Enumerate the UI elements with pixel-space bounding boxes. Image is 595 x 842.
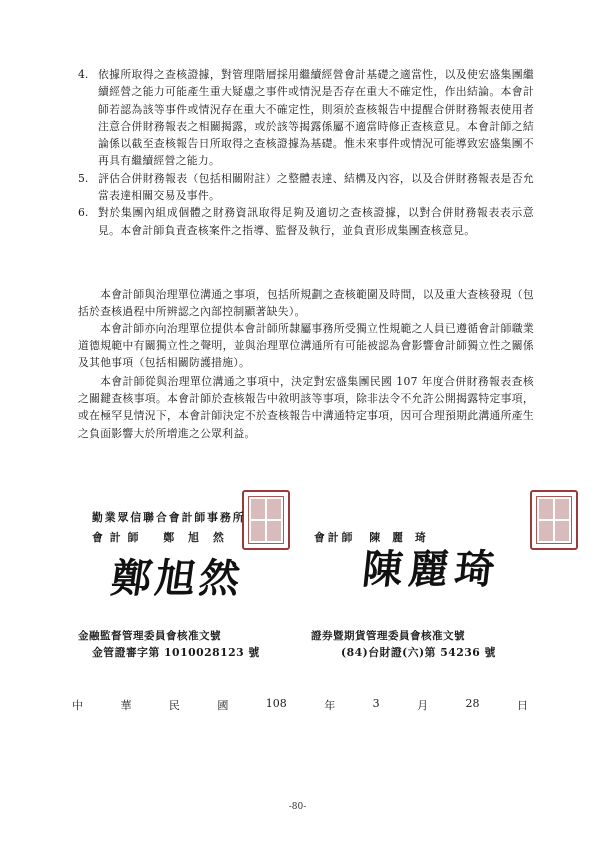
list-item	[78, 170, 534, 205]
list-number: 6.	[78, 206, 89, 220]
list-number: 4.	[78, 68, 89, 81]
report-date	[72, 697, 528, 713]
fsc-approval-title: 金融監督管理委員會核准文號	[78, 630, 221, 642]
cpa-1-line	[92, 530, 238, 545]
seal-stamp	[530, 490, 578, 550]
cpa-2-name: 陳麗琦	[369, 531, 438, 544]
list-number: 5.	[78, 171, 89, 185]
fsc-approval-number: 金管證審字第 1010028123 號	[92, 646, 260, 659]
date-part: 國	[217, 699, 229, 712]
date-part: 年	[324, 699, 336, 712]
list-text: 依據所取得之查核證據，對管理階層採用繼續經營會計基礎之適當性，以及使宏盛集團繼續經營之能力可能產生重大疑慮之事件或情況是否存在重大不確定性，作出結論。本會計師若認為該等事件或情況存在重大不確定性，則須於查核報告中提醒合併財務報表使用者注意合併財務報表之相關揭露，或於該等揭露係屬不適當時修正查核意見。本會計師之結論係以截至查核報告日所取得之查核證據為基礎。惟未來事件或情況可能導致宏盛集團不再具有繼續經營之能力。	[98, 68, 534, 168]
paragraph-independence-statement: 本會計師亦向治理單位提供本會計師所隸屬事務所受獨立性規範之人員已遵循會計師職業道德規範中有關獨立性之聲明，並與治理單位溝通所有可能被認為會影響會計師獨立性之關係及其他事項（包括相關防護措施）。	[78, 322, 534, 370]
list-item	[78, 204, 534, 239]
list-text: 對於集團內組成個體之財務資訊取得足夠及適切之查核證據，以對合併財務報表表示意見。本會計師負責查核案件之指導、監督及執行，並負責形成集團查核意見。	[98, 206, 534, 237]
cpa-2-role: 會計師	[314, 531, 356, 544]
paragraph-key-audit-matters: 本會計師從與治理單位溝通之事項中，決定對宏盛集團民國 107 年度合併財務報表查核之關鍵查核事項。本會計師於查核報告中敘明該等事項，除非法令不允許公開揭露特定事項，或在極罕見情況下，本會計師決定不於查核報告中溝通特定事項，因可合理預期此溝通所產生之負面影響大於所增進之公眾利益。	[78, 375, 534, 440]
firm-name: 勤業眾信聯合會計師事務所	[92, 511, 246, 524]
date-part: 108	[265, 697, 287, 710]
date-part: 日	[516, 699, 528, 712]
page-number: -80-	[288, 802, 307, 812]
date-part: 3	[372, 697, 380, 710]
sfc-approval-number: (84)台財證(六)第 54236 號	[341, 646, 496, 659]
list-item	[78, 66, 534, 170]
cpa-2-signature: 陳麗琦	[360, 546, 504, 593]
date-part: 28	[465, 697, 480, 710]
sfc-approval-title: 證券暨期貨管理委員會核准文號	[311, 630, 465, 642]
procedure-list	[78, 66, 534, 239]
date-part: 中	[72, 699, 83, 712]
seal-stamp	[242, 490, 290, 550]
date-part: 民	[168, 699, 180, 712]
cpa-1-signature: 鄭旭然	[108, 555, 247, 602]
date-part: 華	[120, 699, 132, 712]
cpa-1-name: 鄭旭然	[163, 531, 238, 544]
date-part: 月	[417, 699, 429, 712]
cpa-1-role: 會計師	[92, 531, 146, 544]
paragraph-governance-communication: 本會計師與治理單位溝通之事項，包括所規劃之查核範圍及時間，以及重大查核發現（包括於查核過程中所辨認之內部控制顯著缺失）。	[78, 288, 534, 319]
list-text: 評估合併財務報表（包括相關附註）之整體表達、結構及內容，以及合併財務報表是否允當表達相關交易及事件。	[98, 171, 534, 203]
